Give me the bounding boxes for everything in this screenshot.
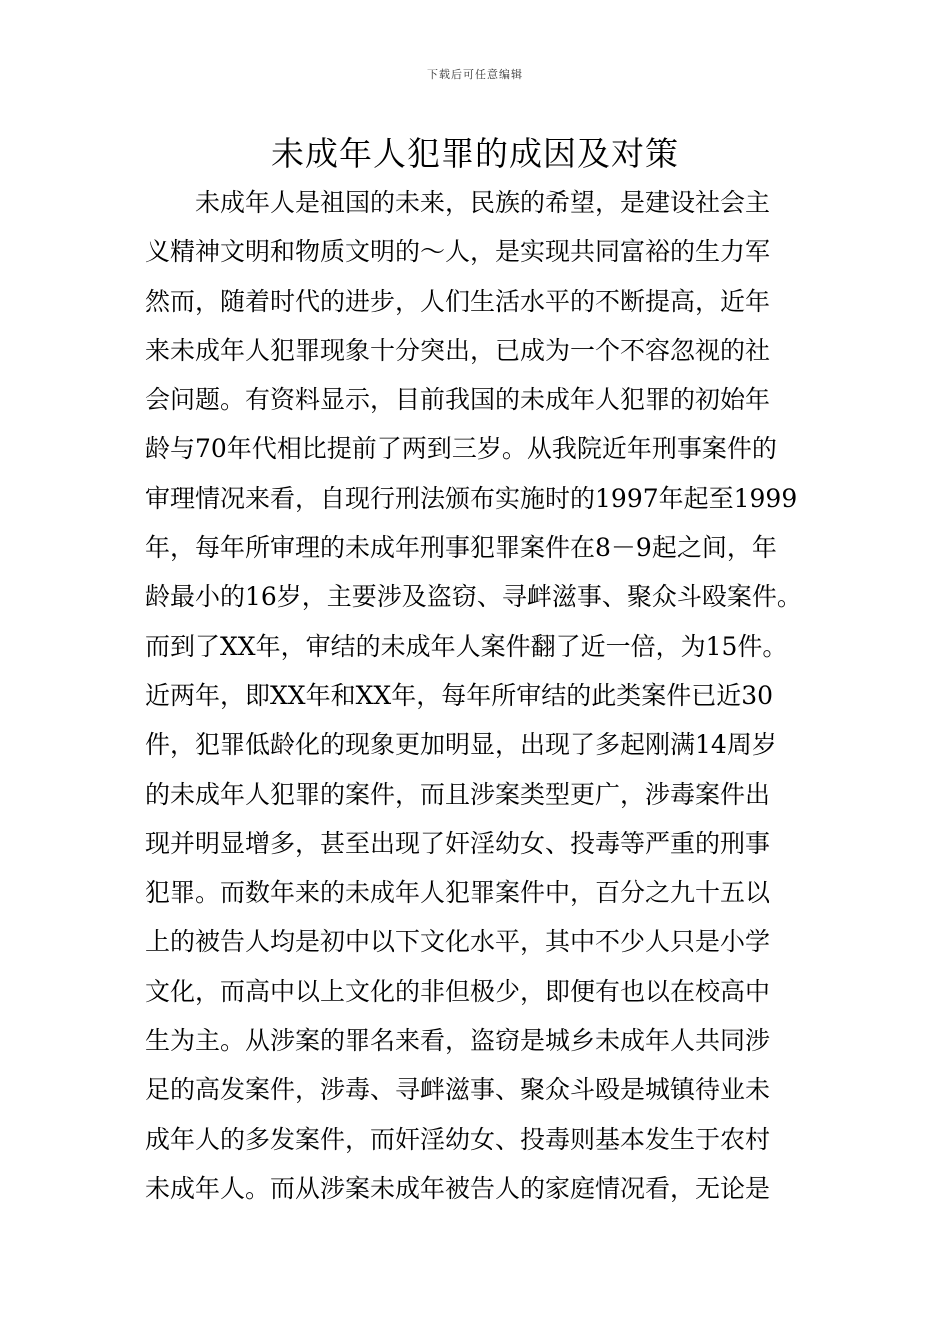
header-note: 下载后可任意编辑 — [427, 68, 523, 81]
body-line: 上的被告人均是初中以下文化水平，其中不少人只是小学 — [145, 927, 771, 957]
body-line: 成年人的多发案件，而奸淫幼女、投毒则基本发生于农村 — [145, 1124, 771, 1154]
body-line: 义精神文明和物质文明的～人，是实现共同富裕的生力军 — [145, 237, 771, 267]
body-line: 件，犯罪低龄化的现象更加明显，出现了多起刚满14周岁 — [145, 730, 777, 760]
body-line: 未成年人。而从涉案未成年被告人的家庭情况看，无论是 — [145, 1173, 771, 1203]
body-line: 足的高发案件，涉毒、寻衅滋事、聚众斗殴是城镇待业未 — [145, 1075, 771, 1105]
body-line: 年，每年所审理的未成年刑事犯罪案件在8－9起之间，年 — [145, 533, 777, 563]
body-line: 审理情况来看，自现行刑法颁布实施时的1997年起至1999 — [145, 483, 798, 513]
document-title: 未成年人犯罪的成因及对策 — [271, 134, 679, 173]
body-text — [145, 178, 815, 1213]
body-line: 来未成年人犯罪现象十分突出，已成为一个不容忽视的社 — [145, 335, 771, 365]
body-line: 的未成年人犯罪的案件，而且涉案类型更广，涉毒案件出 — [145, 779, 771, 809]
body-line: 龄最小的16岁，主要涉及盗窃、寻衅滋事、聚众斗殴案件。 — [145, 582, 802, 612]
body-line: 而到了XX年，审结的未成年人案件翻了近一倍，为15件。 — [145, 631, 788, 661]
body-line: 会问题。有资料显示，目前我国的未成年人犯罪的初始年 — [145, 385, 771, 415]
body-line: 近两年，即XX年和XX年，每年所审结的此类案件已近30 — [145, 680, 774, 710]
body-line: 文化，而高中以上文化的非但极少，即便有也以在校高中 — [145, 976, 771, 1006]
body-line: 犯罪。而数年来的未成年人犯罪案件中，百分之九十五以 — [145, 878, 771, 908]
body-line: 龄与70年代相比提前了两到三岁。从我院近年刑事案件的 — [145, 434, 777, 464]
body-line: 未成年人是祖国的未来，民族的希望，是建设社会主 — [195, 188, 771, 217]
body-line: 然而，随着时代的进步，人们生活水平的不断提高，近年 — [145, 286, 771, 316]
body-line: 生为主。从涉案的罪名来看，盗窃是城乡未成年人共同涉 — [145, 1026, 771, 1056]
body-line: 现并明显增多，甚至出现了奸淫幼女、投毒等严重的刑事 — [145, 828, 771, 858]
